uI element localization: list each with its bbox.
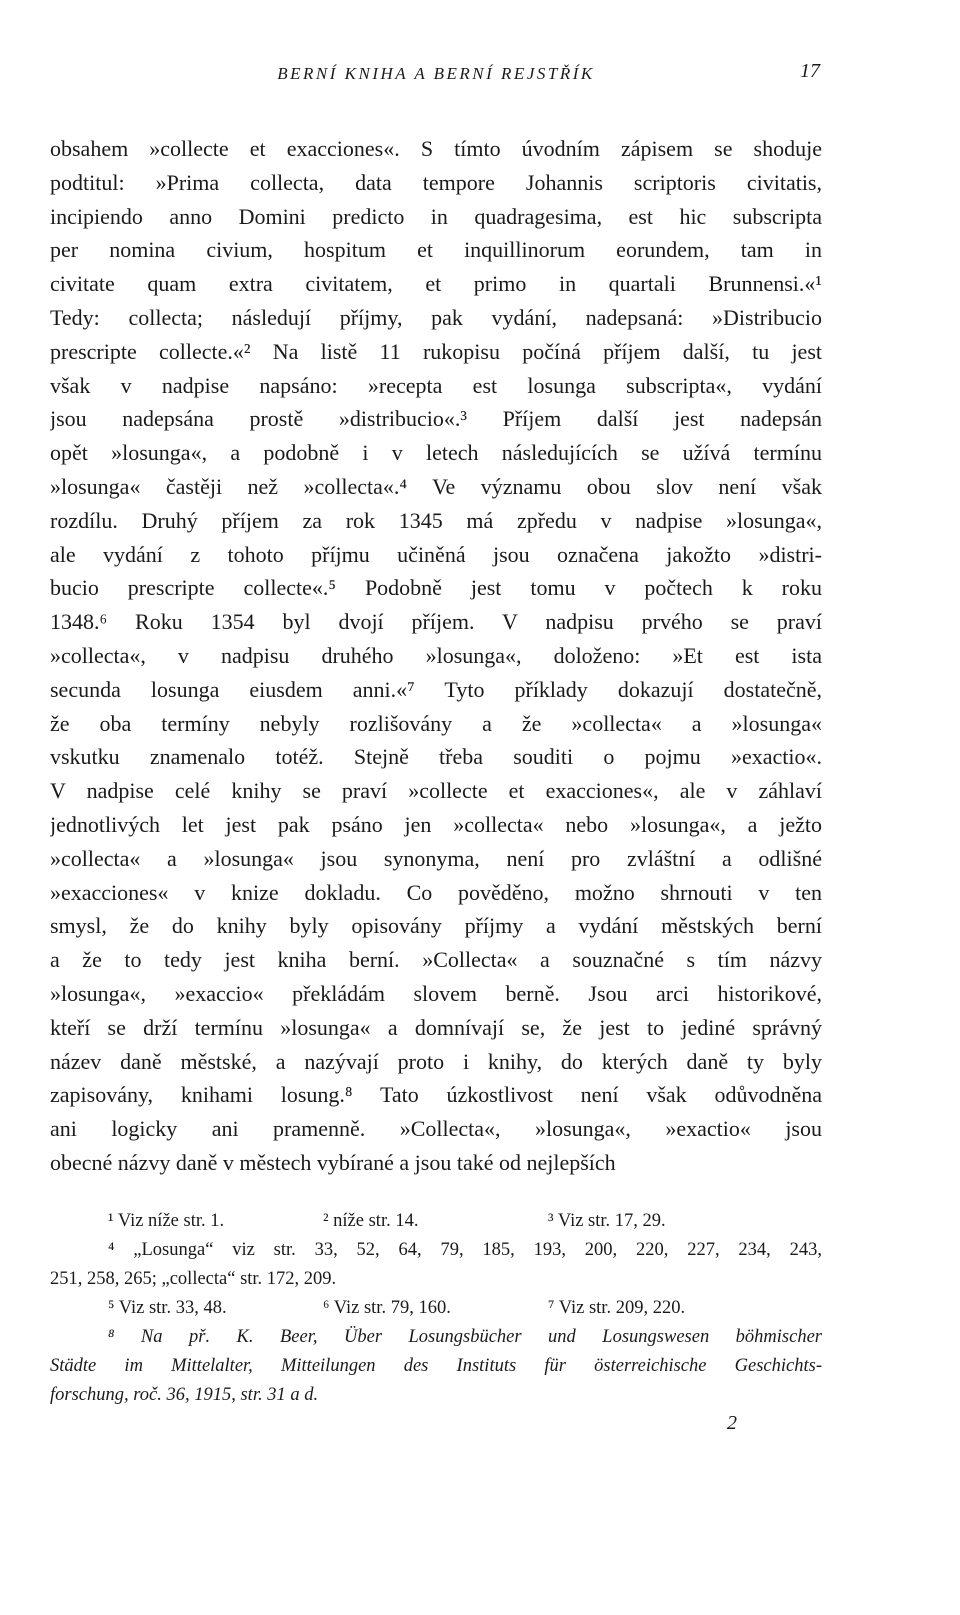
body-line: rozdílu. Druhý příjem za rok 1345 má zpředu v nadpise »losunga«, <box>50 507 822 533</box>
running-head <box>50 60 822 90</box>
body-line: secunda losunga eiusdem anni.«⁷ Tyto příklady dokazují dostatečně, <box>50 676 822 702</box>
body-line: kteří se drží termínu »losunga« a domnívají se, že jest to jediné správný <box>50 1014 822 1040</box>
footnote-row <box>50 1207 822 1236</box>
body-line: Tedy: collecta; následují příjmy, pak vydání, nadepsaná: »Distribucio <box>50 304 822 330</box>
footnote-5: ⁵ Viz str. 33, 48. <box>108 1298 227 1318</box>
body-line: název daně městské, a nazývají proto i knihy, do kterých daně ty byly <box>50 1048 822 1074</box>
body-line: »losunga«, »exaccio« překládám slovem berně. Jsou arci historikové, <box>50 980 822 1006</box>
body-text <box>50 132 822 1180</box>
body-line: prescripte collecte.«² Na listě 11 rukopisu počíná příjem další, tu jest <box>50 338 822 364</box>
body-line: podtitul: »Prima collecta, data tempore Johannis scriptoris civitatis, <box>50 169 822 195</box>
footnote-2: ² níže str. 14. <box>323 1211 419 1231</box>
body-line: vskutku znamenalo totéž. Stejně třeba souditi o pojmu »exactio«. <box>50 744 822 770</box>
body-line: však v nadpise napsáno: »recepta est losunga subscripta«, vydání <box>50 372 822 398</box>
body-line: smysl, že do knihy byly opisovány příjmy a vydání městských berní <box>50 913 822 939</box>
body-line: »collecta«, v nadpisu druhého »losunga«, doloženo: »Et est ista <box>50 642 822 668</box>
body-line: opět »losunga«, a podobně i v letech následujících se užívá termínu <box>50 440 822 466</box>
body-line: civitate quam extra civitatem, et primo in quartali Brunnensi.«¹ <box>50 271 822 297</box>
signature-mark: 2 <box>727 1412 737 1434</box>
body-line: per nomina civium, hospitum et inquillinorum eorundem, tam in <box>50 237 822 263</box>
footnote-3: ³ Viz str. 17, 29. <box>548 1211 666 1231</box>
footnote-4-line: 251, 258, 265; „collecta“ str. 172, 209. <box>50 1269 337 1289</box>
body-line: obecné názvy daně v městech vybírané a jsou také od nejlepších <box>50 1149 616 1175</box>
body-line: že oba termíny nebyly rozlišovány a že »collecta« a »losunga« <box>50 710 822 736</box>
body-line: bucio prescripte collecte«.⁵ Podobně jest tomu v počtech k roku <box>50 575 822 601</box>
body-line: »collecta« a »losunga« jsou synonyma, není pro zvláštní a odlišné <box>50 845 822 871</box>
body-line: »exacciones« v knize dokladu. Co pověděno, možno shrnouti v ten <box>50 879 822 905</box>
body-line: a že to tedy jest kniha berní. »Collecta« a souznačné s tím názvy <box>50 947 822 973</box>
body-line: incipiendo anno Domini predicto in quadragesima, est hic subscripta <box>50 203 822 229</box>
running-title: BERNÍ KNIHA A BERNÍ REJSTŘÍK <box>277 64 595 83</box>
footnote-7: ⁷ Viz str. 209, 220. <box>548 1298 686 1318</box>
footnote-8-line: forschung, roč. 36, 1915, str. 31 a d. <box>50 1385 319 1405</box>
body-line: jednotlivých let jest pak psáno jen »collecta« nebo »losunga«, a ježto <box>50 811 822 837</box>
body-line: V nadpise celé knihy se praví »collecte et exacciones«, ale v záhlaví <box>50 778 822 804</box>
footnotes <box>50 1207 822 1410</box>
body-line: »losunga« častěji než »collecta«.⁴ Ve významu obou slov není však <box>50 473 822 499</box>
footnote-8-line: ⁸ Na př. K. Beer, Über Losungsbücher und Losungswesen böhmischer <box>108 1327 822 1347</box>
body-line: ani logicky ani pramenně. »Collecta«, »losunga«, »exactio« jsou <box>50 1116 822 1142</box>
body-line: 1348.⁶ Roku 1354 byl dvojí příjem. V nadpisu prvého se praví <box>50 609 822 635</box>
footnote-6: ⁶ Viz str. 79, 160. <box>323 1298 451 1318</box>
footnote-row <box>50 1294 822 1323</box>
footnote-8-line: Städte im Mittelalter, Mitteilungen des Instituts für österreichische Geschichts- <box>50 1356 822 1376</box>
body-line: jsou nadepsána prostě »distribucio«.³ Příjem další jest nadepsán <box>50 406 822 432</box>
body-line: ale vydání z tohoto příjmu učiněná jsou označena jakožto »distri- <box>50 541 822 567</box>
footnote-4-line: ⁴ „Losunga“ viz str. 33, 52, 64, 79, 185, 193, 200, 220, 227, 234, 243, <box>108 1240 822 1260</box>
page-number: 17 <box>800 60 820 82</box>
body-line: obsahem »collecte et exacciones«. S tímto úvodním zápisem se shoduje <box>50 136 822 161</box>
footnote-1: ¹ Viz níže str. 1. <box>108 1211 225 1231</box>
body-line: zapisovány, knihami losung.⁸ Tato úzkostlivost není však odůvodněna <box>50 1082 822 1108</box>
